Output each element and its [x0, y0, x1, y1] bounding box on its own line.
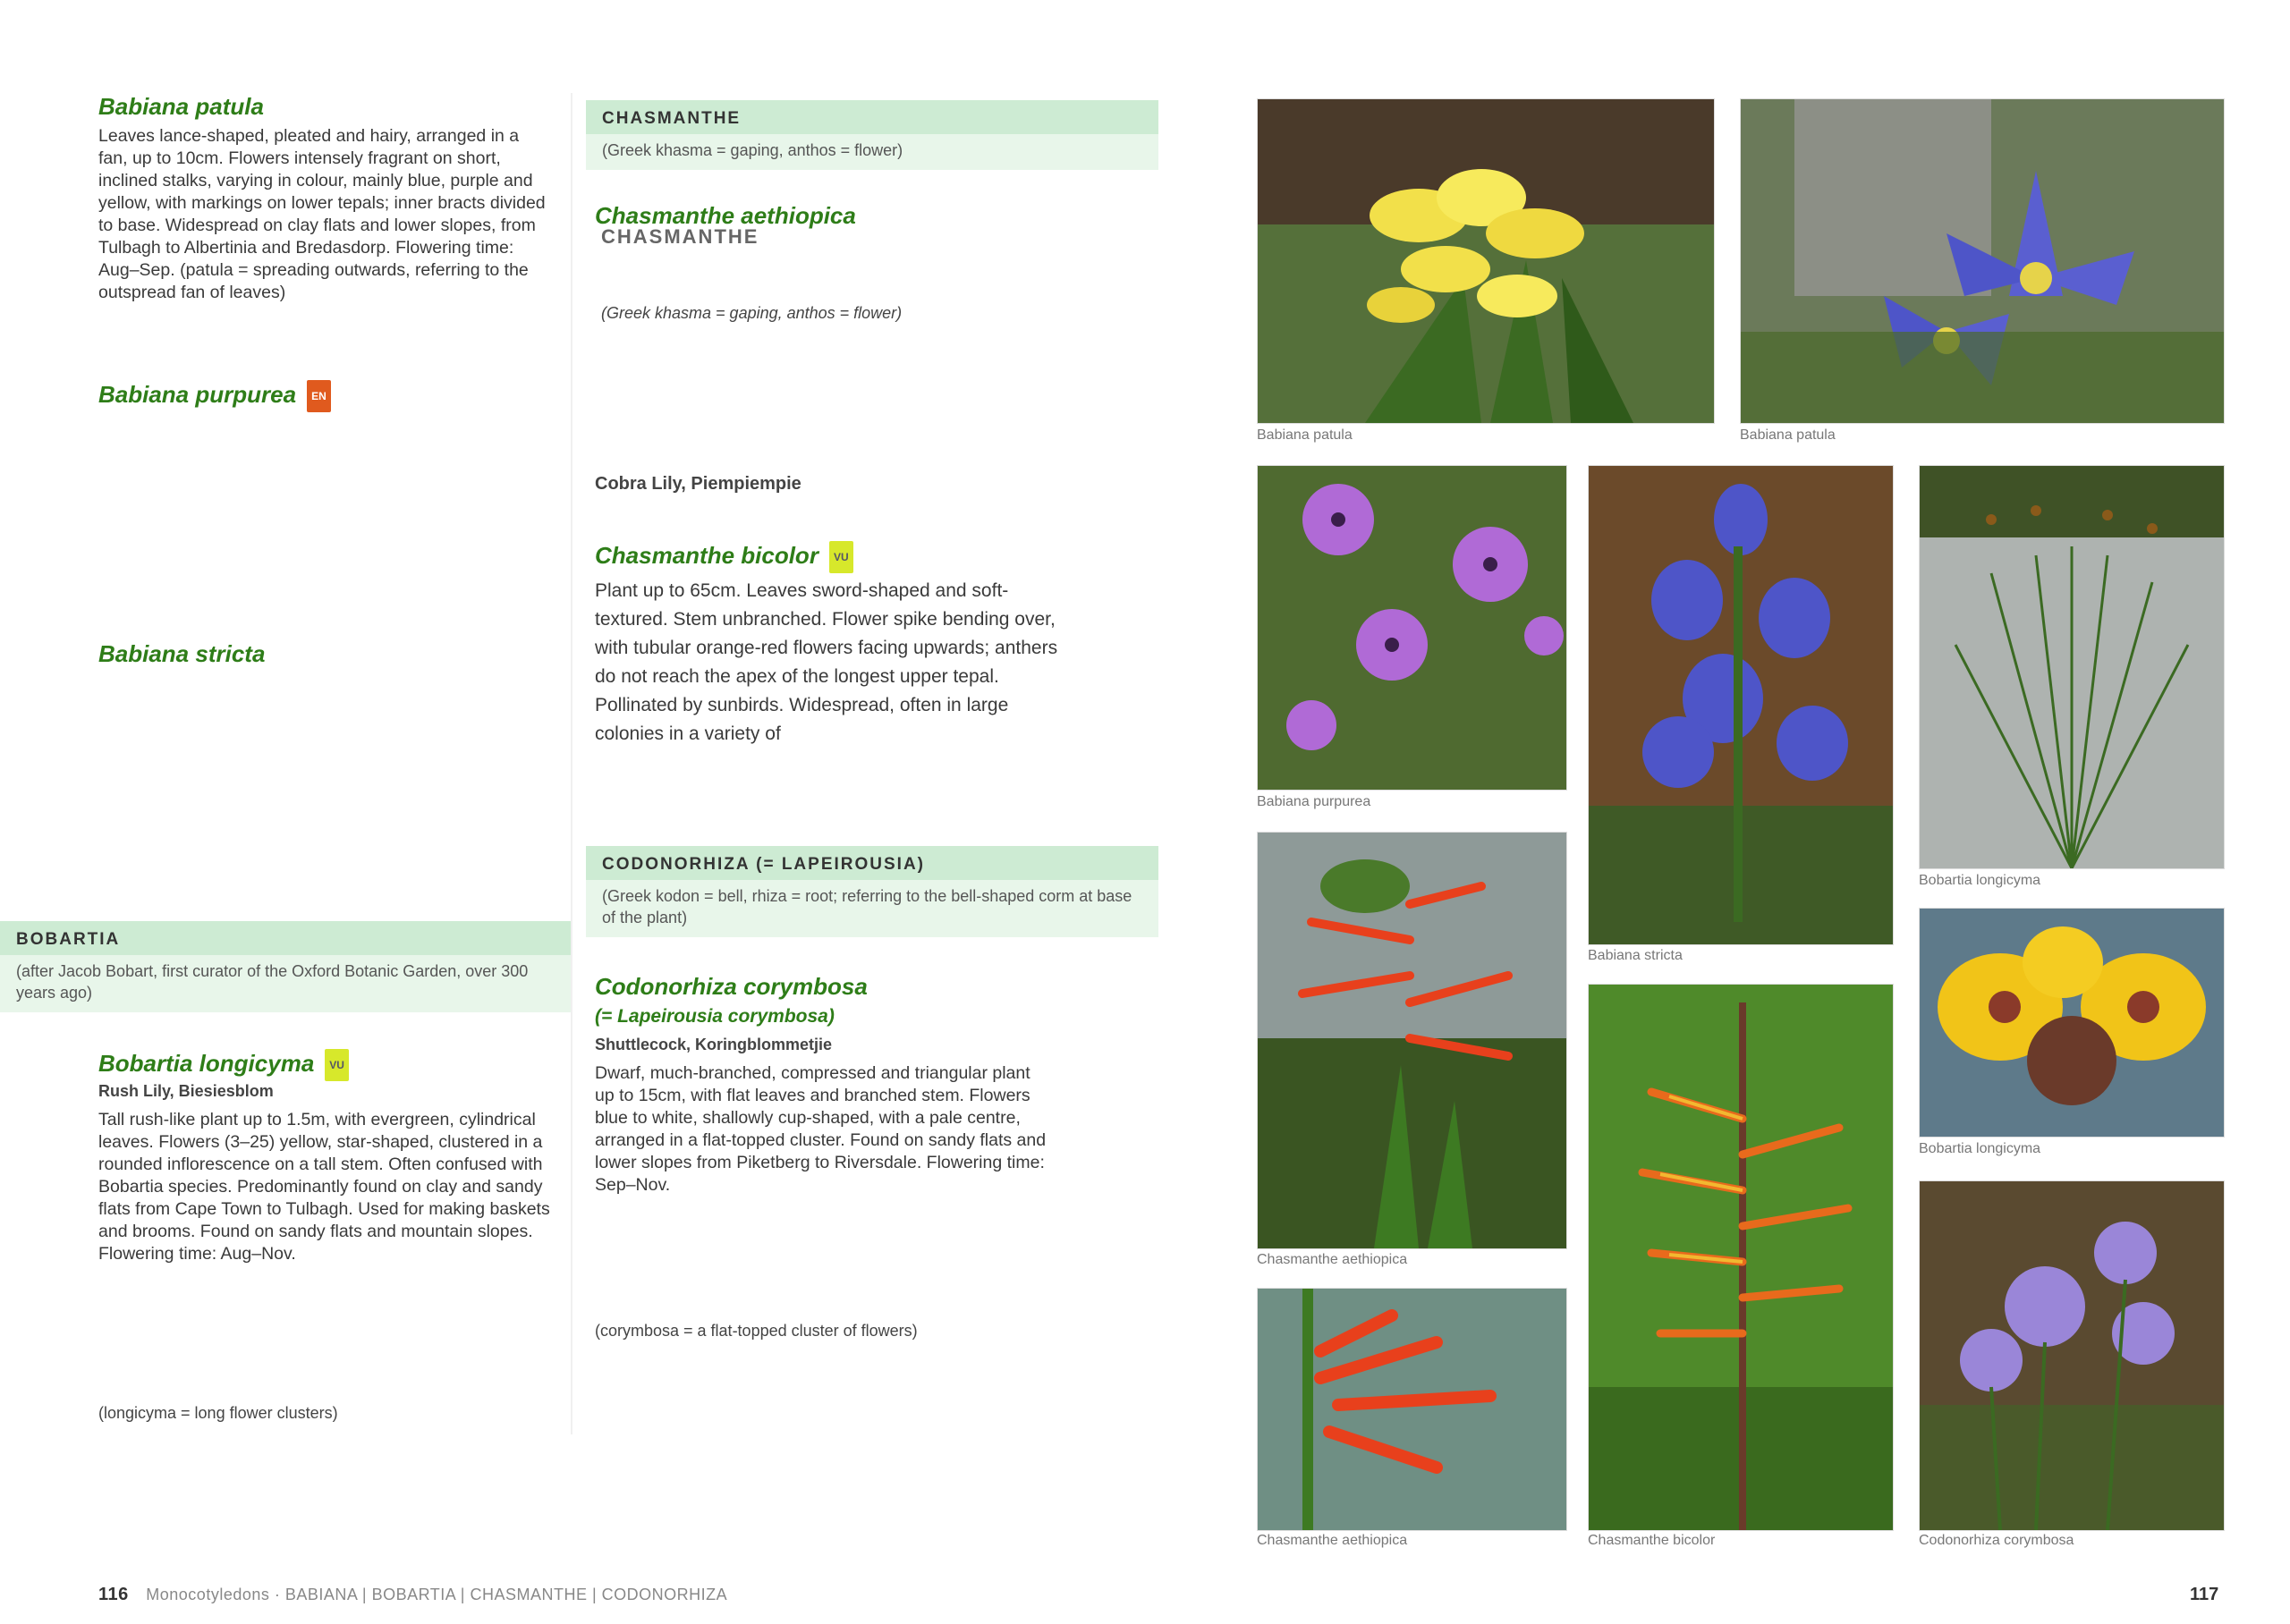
conservation-status-badge: EN: [307, 380, 331, 412]
species-name: Chasmanthe bicolor: [595, 541, 818, 569]
genus-header-bobartia: [0, 921, 571, 1012]
photo-babiana-stricta: [1588, 465, 1894, 945]
description-text: Tall rush-like plant up to 1.5m, with evergreen, cylindrical leaves. Flowers (3–25) yellow, star-shaped, clustered in a rounded inflorescence on a tall stem. Often confused with Bobartia species. Predominantly found on clay and sandy flats from Cape Town to Tulbagh. Used for making baskets and brooms. Found on sandy flats and mountain slopes. Flowering time: Aug–Nov.: [98, 1110, 550, 1264]
common-name: Cobra Lily, Piempiempie: [595, 474, 802, 494]
genus-header-codonorhiza: [586, 846, 1158, 937]
common-name: Shuttlecock, Koringblommetjie: [595, 1036, 833, 1053]
running-header: Monocotyledons · BABIANA | BOBARTIA | CHASMANTHE | CODONORHIZA: [146, 1586, 728, 1603]
description-text: Dwarf, much-branched, compressed and triangular plant up to 15cm, with flat leaves and branched stem. Flowers blue to white, shallowly cup-shaped, with a pale centre, arranged in a flat-topped cluster. Found on sandy flats and lower slopes from Piketberg to Riversdale. Flowering time: Sep–Nov.: [595, 1063, 1047, 1195]
conservation-status-badge: VU: [325, 1049, 349, 1081]
photo-babiana-purpurea: [1257, 465, 1567, 791]
etymology-note: (longicyma = long flower clusters): [98, 1404, 338, 1422]
photo-caption: Chasmanthe bicolor: [1588, 1533, 1716, 1548]
species-description-chasmanthe-bicolor: [595, 577, 1060, 749]
genus-header-chasmanthe: [586, 100, 1158, 170]
photo-caption: Chasmanthe aethiopica: [1257, 1252, 1408, 1267]
species-title-chasmanthe-bicolor: [595, 541, 853, 573]
photo-chasmanthe-aethiopica-1: [1257, 832, 1567, 1249]
photo-bobartia-longicyma-grass: [1919, 465, 2225, 869]
species-title-babiana-purpurea: [98, 380, 331, 412]
photo-chasmanthe-bicolor: [1588, 984, 1894, 1531]
column-divider: [571, 93, 572, 1434]
photo-caption: Codonorhiza corymbosa: [1919, 1533, 2074, 1548]
species-description-bobartia-longicyma: [98, 1109, 555, 1265]
photo-caption: Babiana patula: [1740, 427, 1836, 443]
photo-caption: Bobartia longicyma: [1919, 873, 2041, 888]
species-title-codonorhiza-corymbosa: Codonorhiza corymbosa: [595, 973, 868, 1000]
common-name: Rush Lily, Biesiesblom: [98, 1082, 274, 1100]
photo-caption: Babiana patula: [1257, 427, 1353, 443]
photo-codonorhiza-corymbosa: [1919, 1180, 2225, 1531]
photo-caption: Chasmanthe aethiopica: [1257, 1533, 1408, 1548]
genus-name: CODONORHIZA (= LAPEIROUSIA): [586, 846, 1158, 880]
genus-name: BOBARTIA: [0, 921, 571, 955]
photo-caption: Bobartia longicyma: [1919, 1141, 2041, 1156]
conservation-status-badge: VU: [829, 541, 853, 573]
photo-chasmanthe-aethiopica-2: [1257, 1288, 1567, 1531]
genus-overlay-etymology: (Greek khasma = gaping, anthos = flower): [601, 304, 903, 322]
species-description-codonorhiza-corymbosa: [595, 1062, 1051, 1197]
photo-babiana-patula-yellow: [1257, 98, 1715, 424]
species-name: Babiana purpurea: [98, 380, 297, 408]
species-title-babiana-stricta: Babiana stricta: [98, 640, 266, 667]
photo-caption: Babiana purpurea: [1257, 794, 1371, 809]
page-number: 116: [98, 1585, 129, 1604]
photo-babiana-patula-purple: [1740, 98, 2225, 424]
description-text: Leaves lance-shaped, pleated and hairy, arranged in a fan, up to 10cm. Flowers intensely fragrant on short, inclined stalks, varying in colour, mainly blue, purple and yellow, with markings on lower tepals; inner bracts divided to base. Widespread on clay flats and lower slopes, from Tulbagh to Albertinia and Bredasdorp. Flowering time: Aug–Sep. (patula = spreading outwards, referring to the outspread fan of leaves): [98, 126, 546, 302]
genus-etymology: (after Jacob Bobart, first curator of the Oxford Botanic Garden, over 300 years ago): [0, 955, 571, 1012]
etymology-note: (corymbosa = a flat-topped cluster of flowers): [595, 1322, 918, 1340]
photo-bobartia-longicyma-flowers: [1919, 908, 2225, 1138]
page-footer-left: [98, 1585, 727, 1605]
species-title-babiana-patula: Babiana patula: [98, 93, 264, 120]
page-number: 117: [2190, 1585, 2219, 1604]
species-title-chasmanthe-aethiopica: Chasmanthe aethiopica: [595, 202, 856, 229]
species-synonym: (= Lapeirousia corymbosa): [595, 1006, 835, 1027]
genus-name: CHASMANTHE: [586, 100, 1158, 134]
description-text: Plant up to 65cm. Leaves sword-shaped and soft-textured. Stem unbranched. Flower spike bending over, with tubular orange-red flowers facing upwards; anthers do not reach the apex of the longest upper tepal. Pollinated by sunbirds. Widespread, often in large colonies in a variety of: [595, 580, 1058, 744]
genus-etymology: (Greek khasma = gaping, anthos = flower): [586, 134, 1158, 170]
species-title-bobartia-longicyma: [98, 1049, 349, 1081]
photo-caption: Babiana stricta: [1588, 948, 1683, 963]
genus-etymology: (Greek kodon = bell, rhiza = root; referring to the bell-shaped corm at base of the plant): [586, 880, 1158, 937]
species-description-babiana-patula: [98, 125, 550, 304]
species-name: Bobartia longicyma: [98, 1049, 315, 1077]
genus-overlay-text: CHASMANTHE: [601, 225, 759, 248]
